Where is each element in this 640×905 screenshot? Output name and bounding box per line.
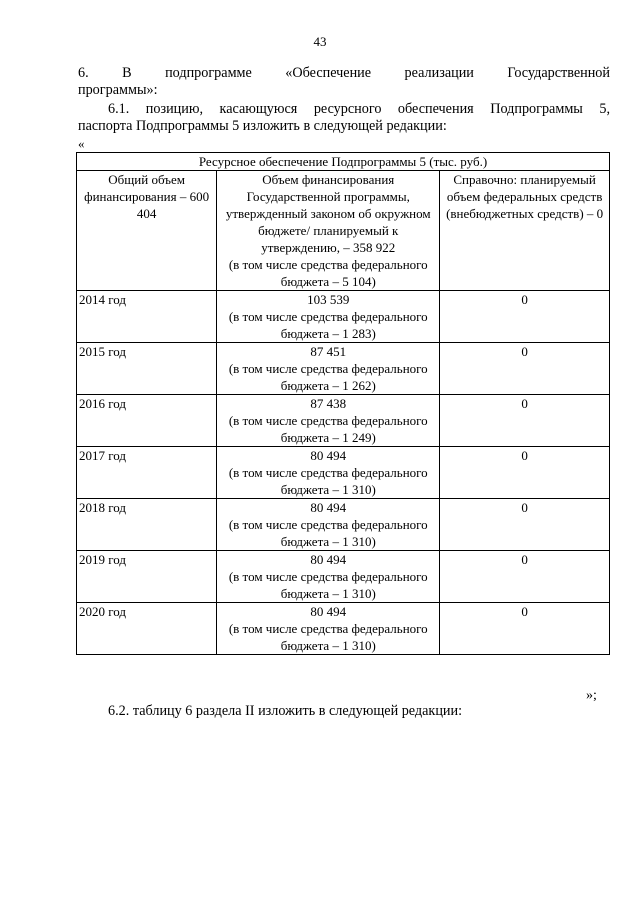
header-program-funding-note: (в том числе средства федерального бюджета – 5 104) xyxy=(228,257,428,289)
reference-cell: 0 xyxy=(440,447,610,499)
year-cell: 2020 год xyxy=(77,603,217,655)
year-cell: 2019 год xyxy=(77,551,217,603)
quote-close: »; xyxy=(586,688,597,703)
amount-value: 80 494 xyxy=(310,604,347,619)
table-row xyxy=(77,343,610,395)
amount-cell xyxy=(217,395,440,447)
table-row xyxy=(77,395,610,447)
table-row xyxy=(77,551,610,603)
table-header-row xyxy=(77,171,610,291)
year-cell: 2018 год xyxy=(77,499,217,551)
year-cell: 2017 год xyxy=(77,447,217,499)
amount-cell xyxy=(217,343,440,395)
paragraph-6-line1: 6. В подпрограмме «Обеспечение реализации Государственной xyxy=(78,65,610,81)
header-program-funding-text: Объем финансирования Государственной программы, утвержденный законом об окружном бюджете/ планируемый к утверждению, – 358 922 xyxy=(225,172,431,255)
amount-note: (в том числе средства федерального бюджета – 1 310) xyxy=(228,465,428,497)
table-row xyxy=(77,447,610,499)
table-row xyxy=(77,603,610,655)
amount-value: 80 494 xyxy=(310,552,347,567)
amount-value: 80 494 xyxy=(310,500,347,515)
amount-value: 103 539 xyxy=(307,292,350,307)
reference-cell: 0 xyxy=(440,603,610,655)
amount-cell xyxy=(217,291,440,343)
page-number: 43 xyxy=(313,34,327,49)
amount-cell xyxy=(217,603,440,655)
year-cell: 2016 год xyxy=(77,395,217,447)
amount-note: (в том числе средства федерального бюджета – 1 262) xyxy=(228,361,428,393)
table-row xyxy=(77,499,610,551)
paragraph-6-1-line2: паспорта Подпрограммы 5 изложить в следующей редакции: xyxy=(78,118,447,134)
amount-note: (в том числе средства федерального бюджета – 1 249) xyxy=(228,413,428,445)
header-total-funding: Общий объем финансирования – 600 404 xyxy=(77,171,217,291)
amount-note: (в том числе средства федерального бюджета – 1 283) xyxy=(228,309,428,341)
amount-cell xyxy=(217,551,440,603)
reference-cell: 0 xyxy=(440,343,610,395)
quote-open: « xyxy=(78,136,85,151)
amount-cell xyxy=(217,499,440,551)
table-row xyxy=(77,291,610,343)
amount-value: 80 494 xyxy=(310,448,347,463)
amount-value: 87 438 xyxy=(310,396,347,411)
amount-note: (в том числе средства федерального бюджета – 1 310) xyxy=(228,621,428,653)
table-caption: Ресурсное обеспечение Подпрограммы 5 (тыс. руб.) xyxy=(77,153,610,171)
amount-value: 87 451 xyxy=(310,344,347,359)
header-program-funding xyxy=(217,171,440,291)
reference-cell: 0 xyxy=(440,551,610,603)
resource-table xyxy=(76,152,610,655)
year-cell: 2015 год xyxy=(77,343,217,395)
paragraph-6-1-line1: 6.1. позицию, касающуюся ресурсного обеспечения Подпрограммы 5, xyxy=(108,101,610,117)
reference-cell: 0 xyxy=(440,395,610,447)
reference-cell: 0 xyxy=(440,291,610,343)
amount-note: (в том числе средства федерального бюджета – 1 310) xyxy=(228,517,428,549)
amount-cell xyxy=(217,447,440,499)
amount-note: (в том числе средства федерального бюджета – 1 310) xyxy=(228,569,428,601)
paragraph-6-line2: программы»: xyxy=(78,82,158,98)
paragraph-6-2: 6.2. таблицу 6 раздела II изложить в следующей редакции: xyxy=(108,703,463,719)
year-cell: 2014 год xyxy=(77,291,217,343)
reference-cell: 0 xyxy=(440,499,610,551)
header-reference-funding: Справочно: планируемый объем федеральных средств (внебюджетных средств) – 0 xyxy=(440,171,610,291)
